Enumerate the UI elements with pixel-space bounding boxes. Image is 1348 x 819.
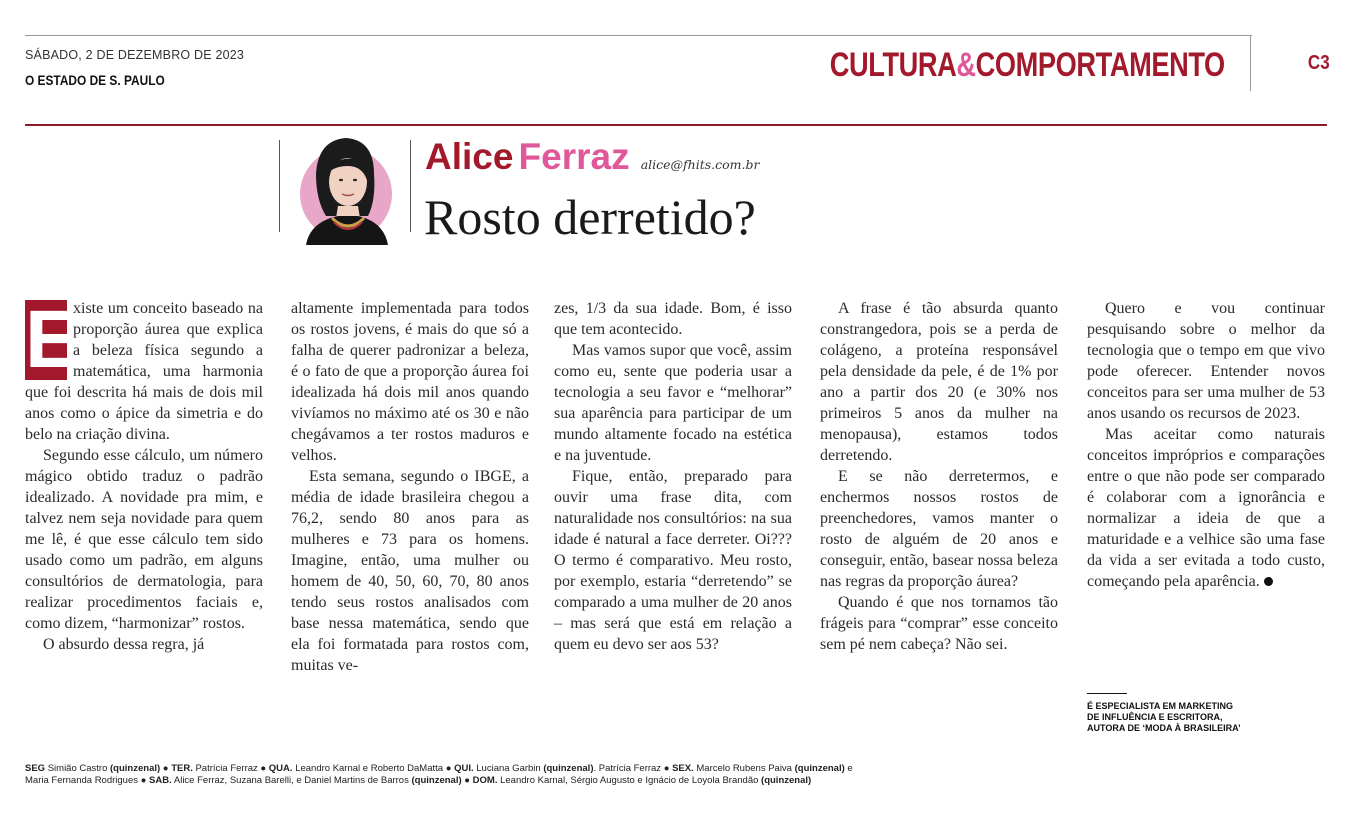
- paragraph: altamente implementada para todos os rostos jovens, é mais do que só a falha de querer padronizar a beleza, é o fato de que a proporção áurea foi idealizada há dois mil anos quando vivíamos no máximo até os 30 e não chegávamos a ter rostos maduros e velhos.: [291, 300, 529, 464]
- edition-date: SÁBADO, 2 DE DEZEMBRO DE 2023: [25, 48, 245, 62]
- paragraph: Esta semana, segundo o IBGE, a média de idade brasileira chegou a 76,2, sendo 80 anos para as mulheres e 73 para os homens. Imagine, então, uma mulher ou homem de 40, 50, 60, 70, 80 anos tendo seus rostos analisados com base nessa matemática, sendo que ela foi formatada para rostos com, muitas ve-: [291, 468, 529, 674]
- paragraph: E se não derretermos, e enchermos nossos rostos de preenchedores, vamos manter o rosto de alguém de 20 anos e conseguir, então, basear nossa beleza nas regras da proporção áurea?: [820, 468, 1058, 590]
- paragraph: Mas vamos supor que você, assim como eu, sente que poderia usar a tecnologia a seu favor e “melhorar” sua aparência para participar de um mundo altamente focado na estética e na juventude.: [554, 342, 792, 464]
- article-column-3: [554, 298, 792, 655]
- column-byline: [425, 136, 759, 178]
- page-number: C3: [1307, 52, 1330, 74]
- article-column-5: [1087, 298, 1325, 592]
- article-headline: Rosto derretido?: [424, 189, 756, 245]
- column-header-divider-left: [279, 140, 280, 232]
- author-first-name: Alice: [425, 136, 514, 177]
- paragraph: E xiste um conceito baseado na proporção áurea que explica a beleza física segundo a matemática, uma harmonia que foi descrita há mais de dois mil anos como o ápice da simetria e do belo na criação divina.: [25, 294, 263, 443]
- column-header-divider-right: [410, 140, 411, 232]
- paragraph: Quero e vou continuar pesquisando sobre o melhor da tecnologia que o tempo em que vivo pode oferecer. Entender novos conceitos para ser uma mulher de 53 anos usando os recursos de 2023.: [1087, 300, 1325, 422]
- paragraph: Quando é que nos tornamos tão frágeis para “comprar” esse conceito sem pé nem cabeça? Não sei.: [820, 594, 1058, 653]
- drop-cap: E: [25, 294, 80, 385]
- header-rule: [25, 124, 1327, 126]
- section-part2: COMPORTAMENTO: [975, 46, 1225, 84]
- article-column-4: [820, 298, 1058, 655]
- newspaper-name: O ESTADO DE S. PAULO: [25, 72, 165, 88]
- paragraph: Segundo esse cálculo, um número mágico obtido traduz o padrão idealizado. A novidade pra mim, e talvez nem seja novidade para quem me lê, é que esse cálculo tem sido usado como um padrão, em alguns consultórios de dermatologia, para realizar procedimentos faciais e, como dizem, “harmonizar” rostos.: [25, 447, 263, 632]
- end-bullet-icon: [1264, 577, 1273, 586]
- author-bio: É ESPECIALISTA EM MARKETING DE INFLUÊNCIA E ESCRITORA, AUTORA DE ‘MODA À BRASILEIRA’: [1087, 701, 1241, 733]
- bio-rule: [1087, 693, 1127, 694]
- article-column-1: [25, 294, 263, 655]
- article-column-2: [291, 298, 529, 676]
- paragraph: Fique, então, preparado para ouvir uma frase dita, com naturalidade nos consultórios: na sua idade é natural a face derreter. Oi??? O termo é comparativo. Meu rosto, por exemplo, estaria “derretendo” se comparado a uma mulher de 20 anos – mas será que está em relação a quem eu devo ser aos 53?: [554, 468, 792, 653]
- paragraph: O absurdo dessa regra, já: [43, 636, 205, 653]
- section-part1: CULTURA: [829, 46, 957, 84]
- paragraph: Mas aceitar como naturais conceitos impróprios e comparações entre o que não pode ser comparado é colaborar com a ignorância e normalizar a ideia de que a maturidade e a velhice são uma fase da vida a ser evitada a todo custo, começando pela aparência.: [1087, 426, 1325, 590]
- author-last-name: Ferraz: [518, 136, 630, 177]
- masthead-separator: [1250, 35, 1251, 91]
- masthead-rule: [25, 35, 1252, 36]
- author-avatar: [296, 130, 392, 245]
- paragraph: A frase é tão absurda quanto constrangedora, pois se a perda de colágeno, a proteína responsável pela densidade da pele, é de 1% por ano a partir dos 20 (e 30% nos primeiros 5 anos da mulher na menopausa), estamos todos derretendo.: [820, 300, 1058, 464]
- paragraph: zes, 1/3 da sua idade. Bom, é isso que tem acontecido.: [554, 300, 792, 338]
- section-ampersand: &: [956, 46, 976, 84]
- section-title: [830, 46, 1225, 85]
- author-email[interactable]: alice@fhits.com.br: [640, 157, 760, 172]
- columnists-schedule: SEG Simião Castro (quinzenal) ● TER. Patrícia Ferraz ● QUA. Leandro Karnal e Roberto DaMatta ● QUI. Luciana Garbin (quinzenal). Patrícia Ferraz ● SEX. Marcelo Rubens Paiva (quinzenal) e Maria Fernanda Rodrigues ● SAB. Alice Ferraz, Suzana Barelli, e Daniel Martins de Barros (quinzenal) ● DOM. Leandro Karnal, Sérgio Augusto e Ignácio de Loyola Brandão (quinzenal): [25, 763, 853, 786]
